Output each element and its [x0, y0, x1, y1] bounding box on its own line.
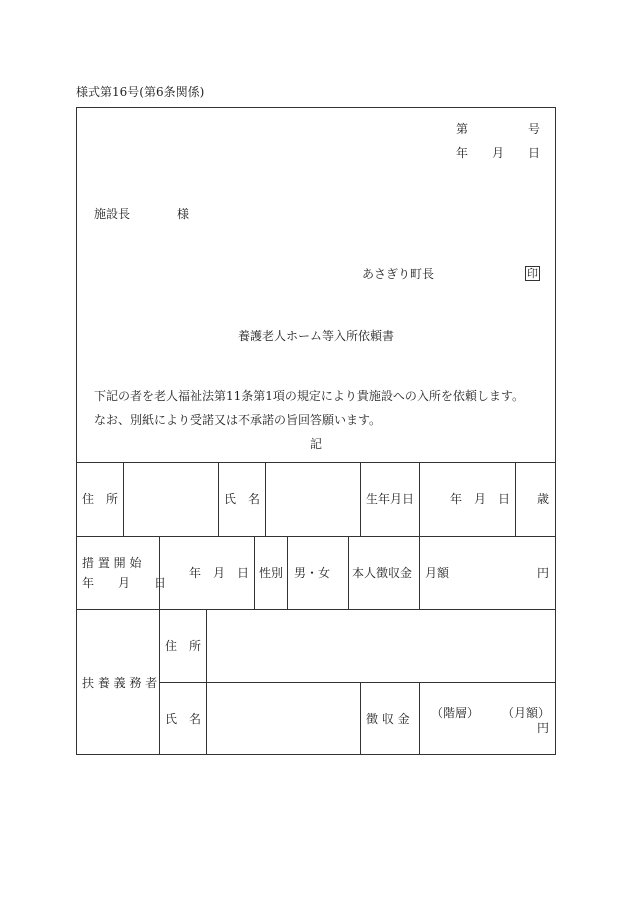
guardian-yen-unit: 円	[537, 721, 550, 735]
form-number: 様式第16号(第6条関係)	[76, 85, 205, 99]
row2-divider	[254, 536, 255, 609]
seal-mark: 印	[527, 267, 538, 280]
sex-label: 性別	[259, 566, 284, 580]
row1-divider	[123, 462, 124, 536]
date-month: 月	[492, 146, 505, 160]
self-fee-label: 本人徴収金	[352, 566, 413, 580]
guardian-divider	[206, 609, 207, 755]
name-label: 氏 名	[224, 492, 261, 506]
date-year: 年	[456, 146, 469, 160]
sender-name: あさぎり町長	[362, 267, 435, 281]
form-frame	[76, 107, 556, 755]
birthdate-value: 年 月 日	[450, 492, 511, 506]
date-day: 日	[528, 146, 541, 160]
addressee-title: 施設長	[94, 207, 131, 221]
row1-divider	[419, 462, 420, 536]
guardian-address-label: 住 所	[165, 639, 202, 653]
body-line-2: なお、別紙により受諾又は不承諾の旨回答願います。	[94, 413, 382, 427]
guardian-monthly: （月額）	[502, 706, 551, 720]
row2-divider	[159, 536, 160, 609]
row1-divider	[218, 462, 219, 536]
row1-divider	[360, 462, 361, 536]
monthly-label: 月額	[425, 566, 450, 580]
row2-divider	[287, 536, 288, 609]
age-unit: 歳	[537, 492, 550, 506]
guardian-tier: （階層）	[431, 706, 480, 720]
guardian-divider	[419, 682, 420, 755]
guardian-divider	[159, 609, 160, 755]
table-row-divider-3	[159, 682, 556, 683]
row1-divider	[265, 462, 266, 536]
measure-start-label-date: 年 月 日	[82, 576, 167, 590]
guardian-divider	[360, 682, 361, 755]
guardian-name-label: 氏 名	[165, 712, 202, 726]
address-label: 住 所	[82, 492, 119, 506]
body-line-1: 下記の者を老人福祉法第11条第1項の規定により貴施設への入所を依頼します。	[94, 389, 524, 403]
guardian-label: 扶 養 義 務 者	[82, 676, 158, 690]
ki-heading: 記	[310, 437, 323, 451]
row2-divider	[419, 536, 420, 609]
measure-start-label: 措 置 開 始	[82, 556, 142, 570]
guardian-fee-label: 徴 収 金	[366, 712, 410, 726]
sex-value: 男・女	[294, 566, 331, 580]
row1-divider	[515, 462, 516, 536]
yen-unit: 円	[537, 566, 550, 580]
row2-divider	[348, 536, 349, 609]
measure-start-value: 年 月 日	[189, 566, 250, 580]
table-row-divider-2	[76, 609, 556, 610]
doc-number-suffix: 号	[528, 122, 541, 136]
document-title: 養護老人ホーム等入所依頼書	[238, 329, 395, 343]
table-top-line	[76, 462, 556, 463]
birthdate-label: 生年月日	[366, 492, 415, 506]
doc-number-prefix: 第	[456, 122, 469, 136]
table-row-divider-1	[76, 536, 556, 537]
addressee-honorific: 様	[177, 207, 190, 221]
